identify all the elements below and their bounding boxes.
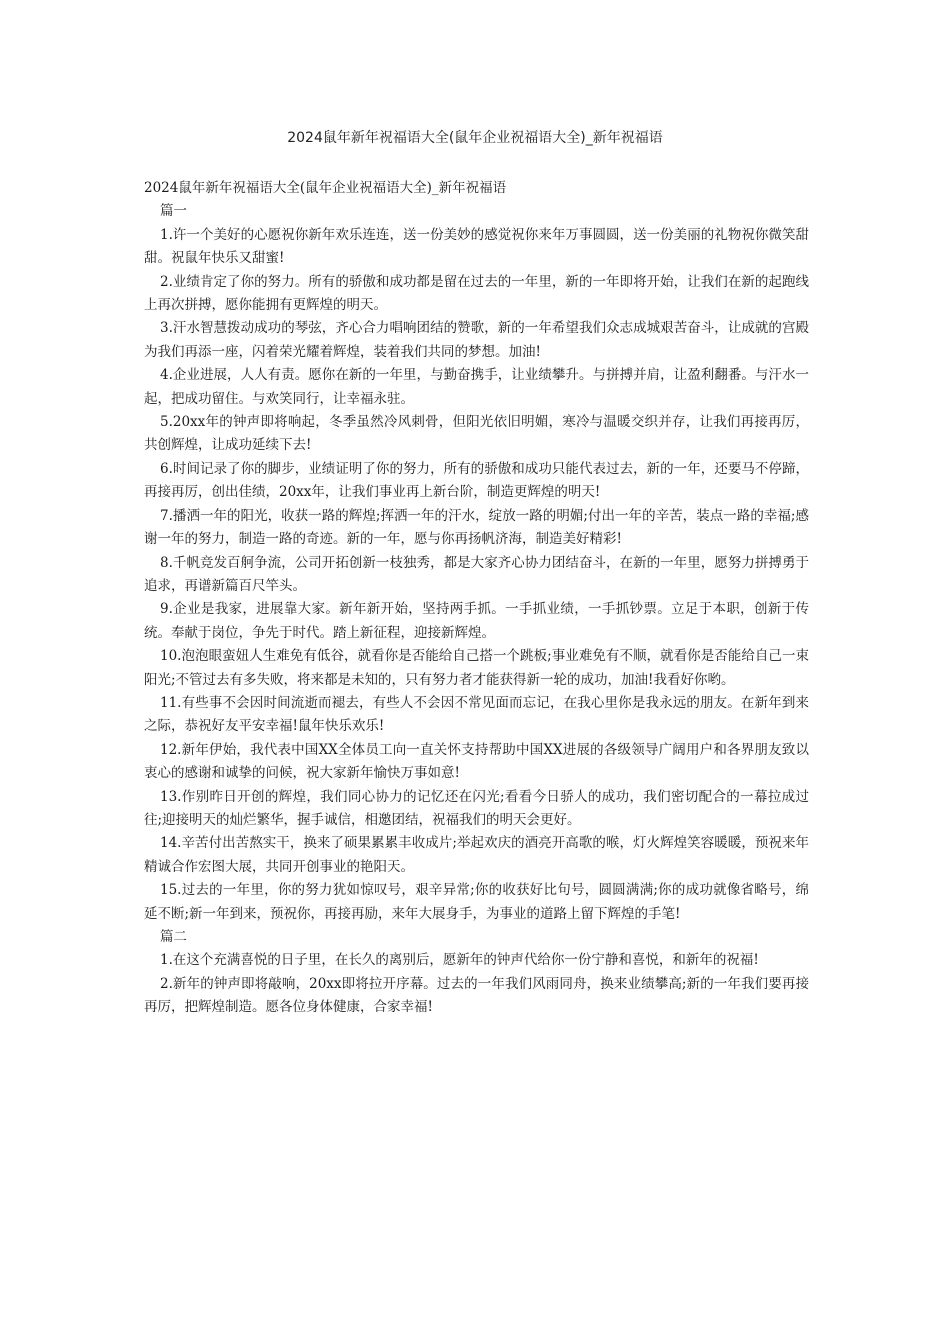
paragraph: 1.许一个美好的心愿祝你新年欢乐连连，送一份美妙的感觉祝你来年万事圆圆，送一份美丽的礼物祝你微笑甜甜。祝鼠年快乐又甜蜜! [144,226,809,267]
paragraph: 3.汗水智慧拨动成功的琴弦，齐心合力唱响团结的赞歌，新的一年希望我们众志成城艰苦奋斗，让成就的宫殿为我们再添一座，闪着荣光耀着辉煌，装着我们共同的梦想。加油! [144,320,809,360]
paragraph: 7.播洒一年的阳光，收获一路的辉煌;挥洒一年的汗水，绽放一路的明媚;付出一年的辛苦，装点一路的幸福;感谢一年的努力，制造一路的奇迹。新的一年，愿与你再扬帆济海，制造美好精彩! [144,507,809,548]
paragraph: 5.20xx年的钟声即将响起，冬季虽然冷风刺骨，但阳光依旧明媚，寒冷与温暖交织并存，让我们再接再厉，共创辉煌，让成功延续下去! [144,414,809,454]
paragraph: 14.辛苦付出苦熬实干，换来了硕果累累丰收成片;举起欢庆的酒亮开高歌的喉，灯火辉煌笑容暖暖，预祝来年精诚合作宏图大展，共同开创事业的艳阳天。 [144,835,809,875]
paragraph: 11.有些事不会因时间流逝而褪去，有些人不会因不常见面而忘记，在我心里你是我永远的朋友。在新年到来之际，恭祝好友平安幸福!鼠年快乐欢乐! [144,694,809,735]
paragraph: 9.企业是我家，进展靠大家。新年新开始，坚持两手抓。一手抓业绩，一手抓钞票。立足于本职，创新于传统。奉献于岗位，争先于时代。踏上新征程，迎接新辉煌。 [144,601,809,641]
paragraph: 8.千帆竞发百舸争流，公司开拓创新一枝独秀，都是大家齐心协力团结奋斗，在新的一年里，愿努力拼搏勇于追求，再谱新篇百尺竿头。 [144,554,809,594]
document-heading: 2024鼠年新年祝福语大全(鼠年企业祝福语大全)_新年祝福语 [144,180,507,196]
paragraph: 1.在这个充满喜悦的日子里，在长久的离别后，愿新年的钟声代给你一份宁静和喜悦，和新年的祝福! [160,952,759,969]
section-label-2: 篇二 [160,929,187,945]
paragraph: 2.业绩肯定了你的努力。所有的骄傲和成功都是留在过去的一年里，新的一年即将开始，让我们在新的起跑线上再次拼搏，愿你能拥有更辉煌的明天。 [144,273,809,314]
paragraph: 2.新年的钟声即将敲响，20xx即将拉开序幕。过去的一年我们风雨同舟，换来业绩攀高;新的一年我们要再接再厉，把辉煌制造。愿各位身体健康，合家幸福! [144,975,809,1016]
section-label-1: 篇一 [160,203,187,220]
paragraph: 4.企业进展，人人有责。愿你在新的一年里，与勤奋携手，让业绩攀升。与拼搏并肩，让盈利翻番。与汗水一起，把成功留住。与欢笑同行，让幸福永驻。 [144,367,809,407]
paragraph: 15.过去的一年里，你的努力犹如惊叹号，艰辛异常;你的收获好比句号，圆圆满满;你的成功就像省略号，绵延不断;新一年到来，预祝你，再接再励，来年大展身手，为事业的道路上留下辉煌的手笔! [144,882,809,922]
paragraph: 10.泡泡眼蛮妞人生难免有低谷，就看你是否能给自己搭一个跳板;事业难免有不顺，就看你是否能给自己一束阳光;不管过去有多失败，将来都是未知的，只有努力者才能获得新一轮的成功，加油!我看好你哟。 [144,648,809,688]
page-title: 2024鼠年新年祝福语大全(鼠年企业祝福语大全)_新年祝福语 [287,130,663,146]
paragraph: 6.时间记录了你的脚步，业绩证明了你的努力，所有的骄傲和成功只能代表过去，新的一年，还要马不停蹄，再接再厉，创出佳绩，20xx年，让我们事业再上新台阶，制造更辉煌的明天! [144,460,809,501]
paragraph: 13.作别昨日开创的辉煌，我们同心协力的记忆还在闪光;看看今日骄人的成功，我们密切配合的一幕拉成过往;迎接明天的灿烂繁华，握手诚信，相邀团结，祝福我们的明天会更好。 [144,788,809,828]
document-body [144,177,809,1020]
paragraph: 12.新年伊始，我代表中国XX全体员工向一直关怀支持帮助中国XX进展的各级领导广阔用户和各界朋友致以衷心的感谢和诚挚的问候，祝大家新年愉快万事如意! [144,741,809,782]
